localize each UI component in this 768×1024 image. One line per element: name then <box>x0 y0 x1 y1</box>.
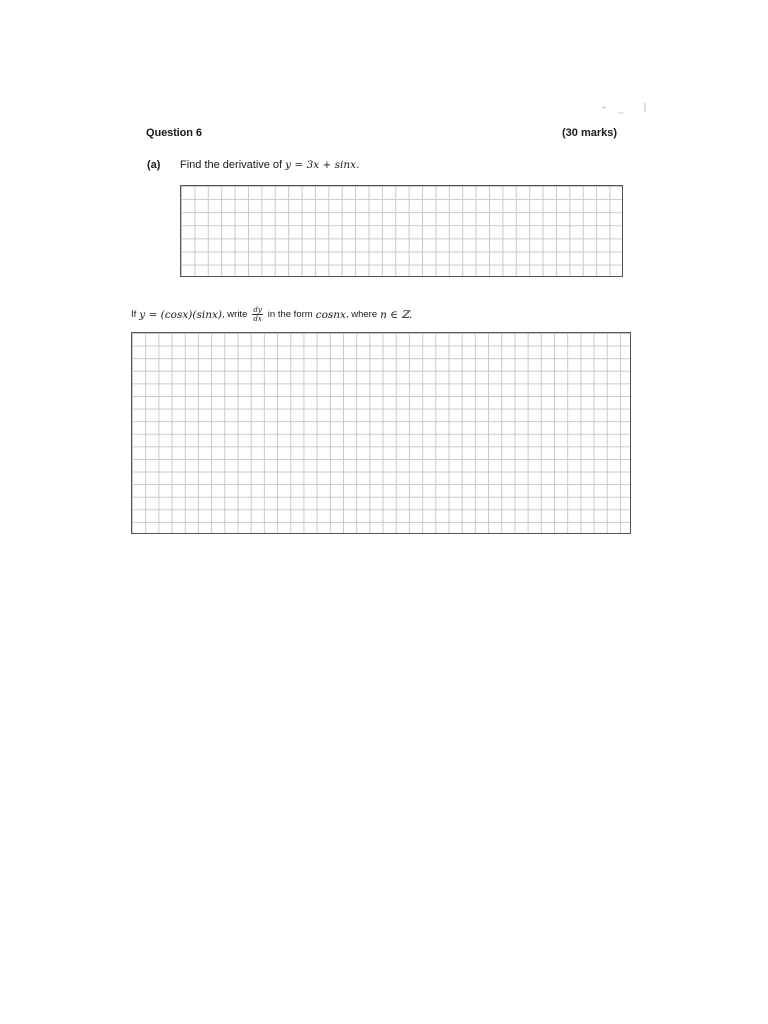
part-a-equation: y = 3x + sinx. <box>285 159 360 171</box>
answer-grid-a[interactable] <box>180 185 623 277</box>
part-b-mid: , write <box>222 309 248 320</box>
part-b-mid3: , where <box>345 309 378 320</box>
part-b-prompt <box>131 306 412 323</box>
part-b-mid2: in the form <box>267 309 313 320</box>
question-marks: (30 marks) <box>562 127 618 139</box>
part-b-prefix: If <box>131 309 137 320</box>
part-b-condition: n ∈ ℤ. <box>380 308 413 321</box>
fraction-numerator: dy <box>253 306 262 314</box>
derivative-fraction <box>252 306 262 323</box>
part-b-equation: y = (cosx)(sinx) <box>139 308 223 321</box>
question-title: Question 6 <box>146 127 202 139</box>
part-a-prompt <box>180 159 359 171</box>
answer-grid-b[interactable] <box>131 332 631 534</box>
scan-mark <box>598 100 650 118</box>
fraction-denominator: dx <box>253 315 262 323</box>
part-a-prompt-text: Find the derivative of <box>180 159 286 171</box>
part-b-form: cosnx <box>315 308 346 321</box>
part-a-label: (a) <box>147 159 161 171</box>
